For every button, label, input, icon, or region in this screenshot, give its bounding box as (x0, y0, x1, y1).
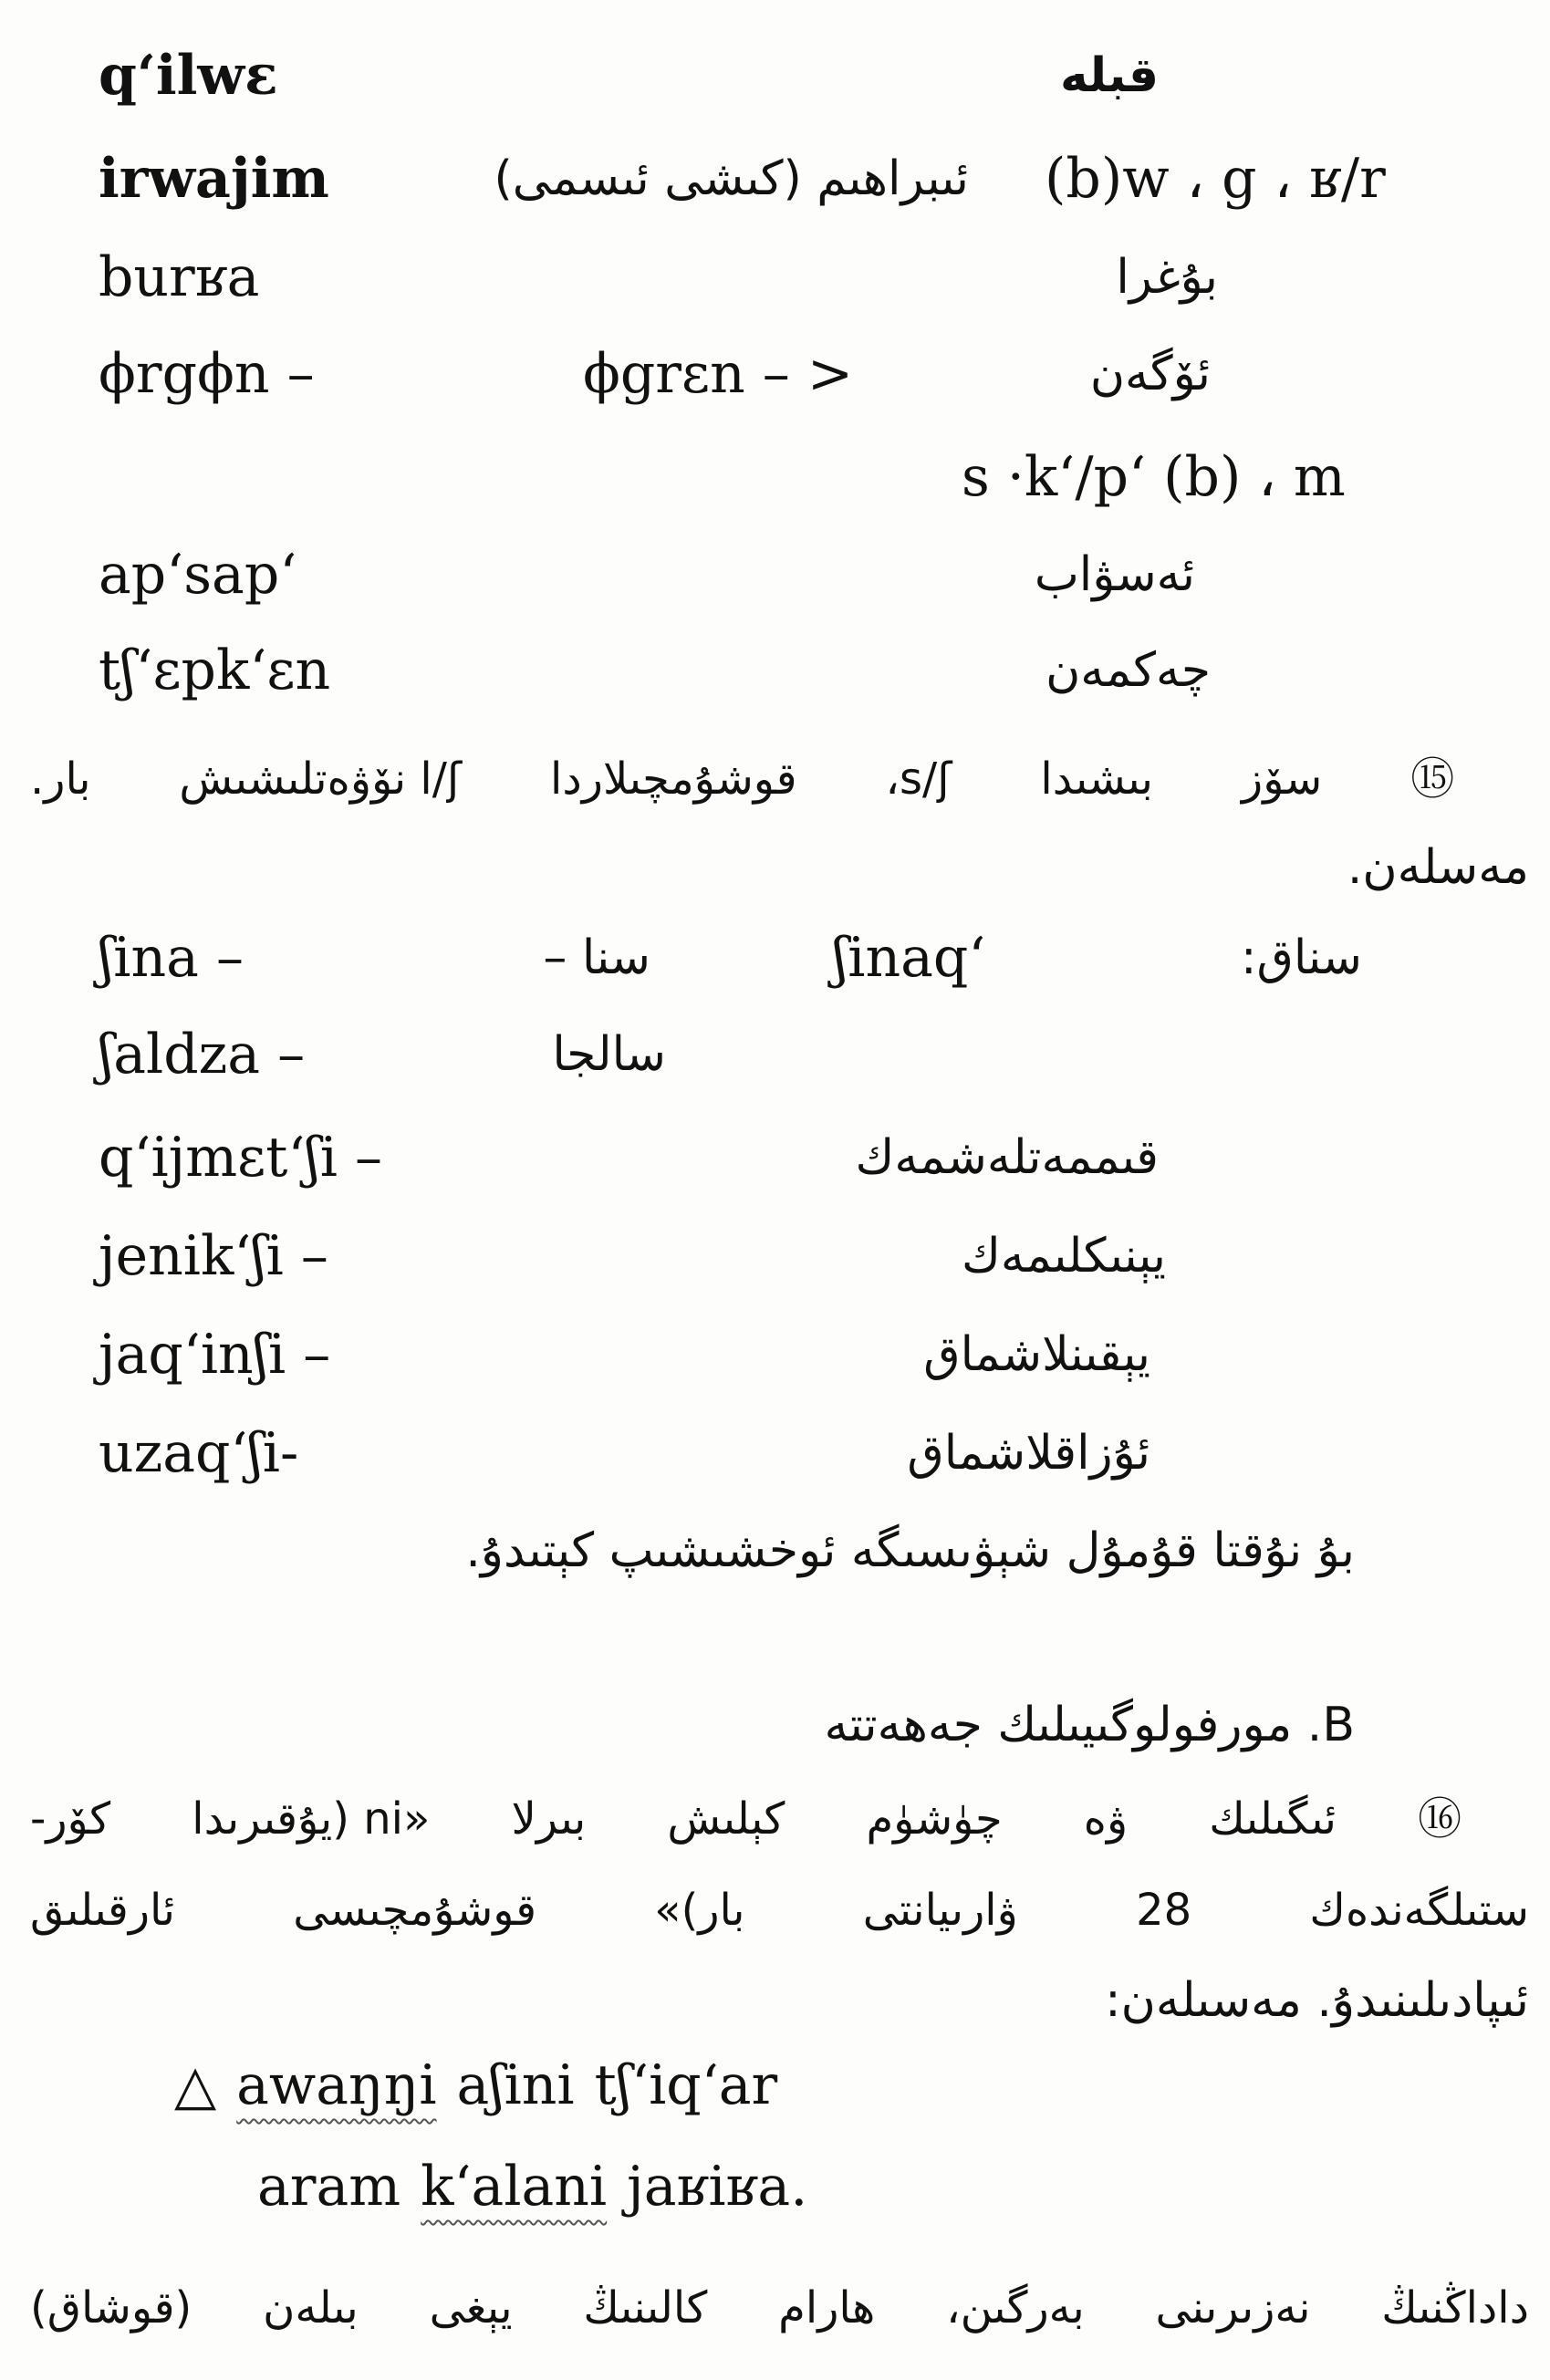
triangle-icon: △ (174, 2053, 217, 2117)
paragraph-line (0, 1865, 1550, 1956)
verse-text (174, 2040, 777, 2131)
uyghur-word: ئۆگەن (1089, 347, 1211, 401)
section-b-heading-row (0, 1679, 1550, 1771)
folk-verse-line (0, 2141, 1550, 2232)
verse-word: aram (257, 2155, 401, 2219)
uyghur-word: سنا – (543, 930, 650, 985)
uyghur-word: ئەسۋاب (1034, 547, 1195, 602)
word-row (0, 232, 1550, 323)
latin-transcription: tʃ‘ɛpk‘ɛn (99, 639, 331, 702)
example-row (0, 912, 1550, 1003)
latin-transcription: ʃaldza – (99, 1023, 306, 1086)
verse-word: k‘alani (421, 2155, 608, 2219)
verse-word: jaʁiʁa. (627, 2155, 808, 2219)
uyghur-word: قىممەتلەشمەك (855, 1130, 1159, 1185)
paragraph-text: ستىلگەندەك 28 ۋارىيانتى بار)» قوشۇمچىسى ئارقىلىق (30, 1885, 1529, 1936)
latin-transcription: q‘ilwɛ (99, 44, 278, 108)
correspondence-row (0, 431, 1550, 523)
example-row (0, 1112, 1550, 1203)
section-15-statement: ⑮ سۆز بىشىدا s/ʃ، قوشۇمچىلاردا l/ʃ نۆۋەتلىشىش بار. (30, 753, 1529, 805)
latin-transcription: ϕrgϕn – (99, 342, 315, 406)
verse-translation: داداڭنىڭ نەزىرىنى بەرگىن، هارام كالىنىڭ يېغى بىلەن (قوشاق) (30, 2282, 1529, 2333)
word-row (0, 625, 1550, 716)
latin-transcription: ʃina – (99, 926, 244, 990)
uyghur-word: يېقىنلاشماق (923, 1327, 1150, 1382)
translation-line (0, 2262, 1550, 2354)
paragraph-text: ⑯ ئىگىلىك ۋە چۈشۈم كېلىش بىرلا «ni (يۇقىرىدا كۆر- (30, 1793, 1529, 1845)
for-example-label: مەسلەن. (1347, 840, 1529, 895)
uyghur-word: سناق: (1241, 930, 1362, 985)
latin-transcription: jaq‘inʃi – (99, 1323, 331, 1387)
uyghur-word: سالجا (552, 1027, 666, 1082)
word-row (0, 529, 1550, 620)
example-row (0, 1211, 1550, 1302)
latin-transcription: uzaq‘ʃi- (99, 1421, 299, 1485)
uyghur-word: بۇغرا (1116, 250, 1218, 305)
uyghur-word: ئۇزاقلاشماق (907, 1426, 1150, 1481)
section-15-statement-row (0, 733, 1550, 825)
latin-transcription: q‘ijmɛt‘ʃi – (99, 1126, 382, 1190)
paragraph-line (0, 1773, 1550, 1865)
for-example-row (0, 822, 1550, 913)
latin-transcription: ʃinaq‘ (833, 926, 986, 990)
section-15-note: بۇ نۇقتا قۇمۇل شېۋىسىگە ئوخشىشىپ كېتىدۇ. (465, 1523, 1355, 1578)
sound-correspondence: s ·k‘/p‘ (b) ، m (962, 445, 1346, 509)
example-row (0, 1009, 1550, 1100)
verse-word: awaŋŋi (236, 2053, 437, 2117)
latin-transcription: ap‘sap‘ (99, 543, 297, 607)
uyghur-word: چەكمەن (1045, 643, 1211, 698)
word-row (0, 133, 1550, 224)
word-row (0, 328, 1550, 420)
uyghur-word: قبله (1059, 48, 1159, 103)
folk-verse-line (0, 2040, 1550, 2131)
sound-correspondence: (b)w ، g ، ʁ/r (1045, 147, 1386, 211)
paragraph-text: ئىپادىلىنىدۇ. مەسىلەن: (1105, 1973, 1529, 2028)
verse-text (257, 2141, 807, 2232)
uyghur-word: يېنىكلىمەك (962, 1229, 1166, 1284)
paragraph-line (0, 1955, 1550, 2046)
latin-transcription: burʁa (99, 245, 260, 309)
example-row (0, 1309, 1550, 1400)
latin-transcription: jenik‘ʃi – (99, 1224, 328, 1288)
section-15-note-row (0, 1505, 1550, 1596)
section-b-heading: B. مورفولوگىيىلىك جەھەتتە (824, 1698, 1355, 1752)
latin-transcription: irwajim (99, 147, 329, 211)
word-row (0, 30, 1550, 121)
variant-transcription: ϕgrɛn – > (583, 342, 854, 406)
verse-word: aʃini (456, 2053, 575, 2117)
example-row (0, 1408, 1550, 1499)
verse-word: tʃ‘iq‘ar (594, 2053, 778, 2117)
uyghur-word: ئىبراھىم (كىشى ئىسمى) (494, 151, 969, 206)
